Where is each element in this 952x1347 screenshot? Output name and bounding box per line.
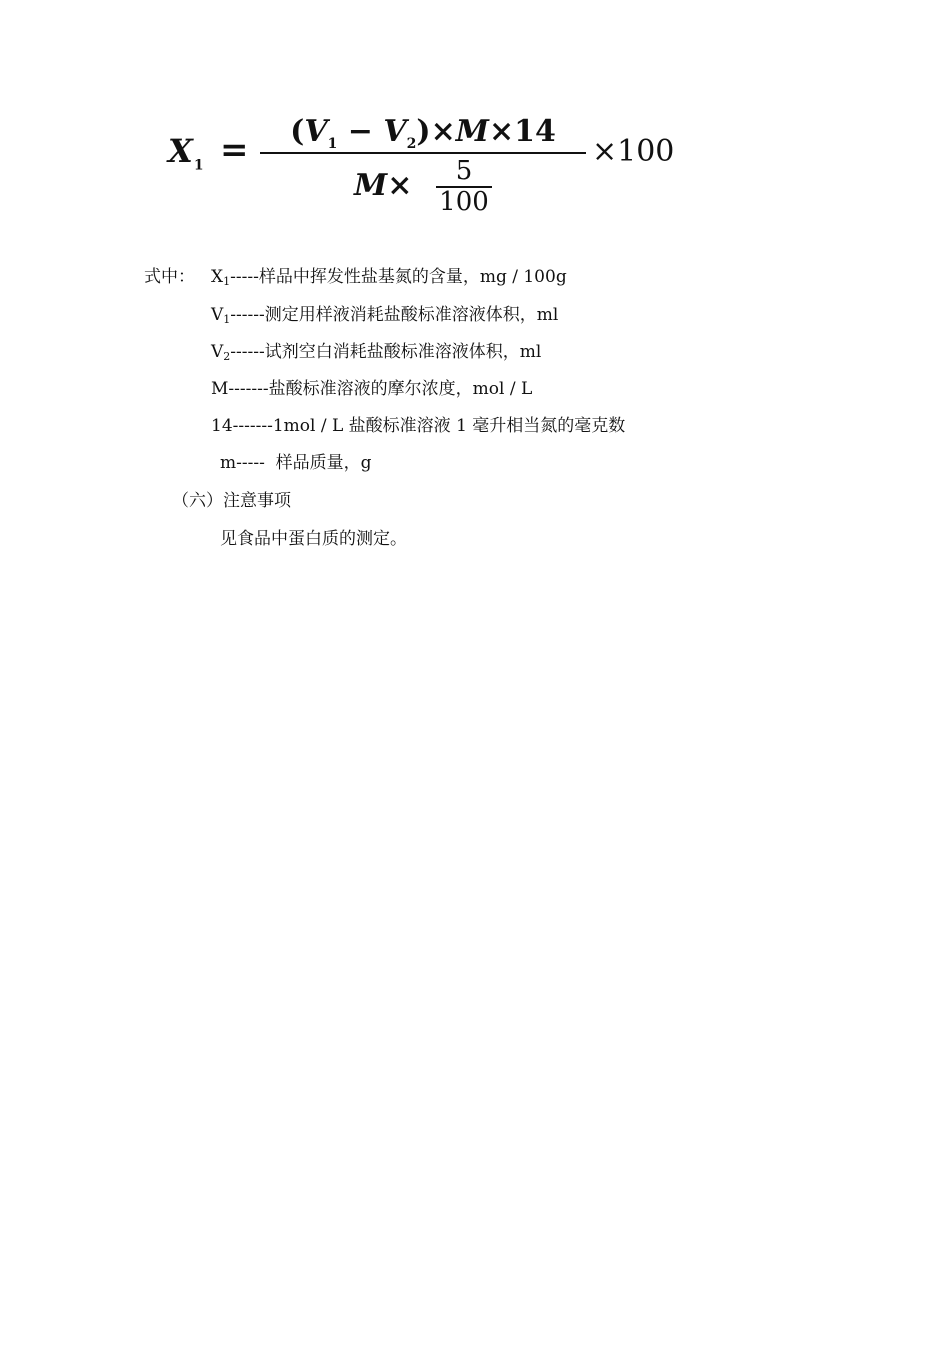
def-sub: 2 <box>223 350 231 363</box>
def-text: -------1mol / L 盐酸标准溶液 1 毫升相当氮的毫克数 <box>232 416 626 436</box>
def-text: ------测定用样液消耗盐酸标准溶液体积，ml <box>230 305 559 325</box>
formula <box>168 112 708 222</box>
def-text: -------盐酸标准溶液的摩尔浓度，mol / L <box>228 379 533 399</box>
denominator-fraction <box>434 156 494 216</box>
formula-denominator <box>354 168 412 203</box>
definition-item-m-molar <box>211 378 532 400</box>
num-open: ( <box>290 114 305 149</box>
formula-numerator <box>260 114 586 152</box>
def-sub: 1 <box>223 275 231 288</box>
formula-equals: = <box>220 130 249 170</box>
def-text: ------试剂空白消耗盐酸标准溶液体积，ml <box>230 342 542 362</box>
def-var: V <box>211 305 224 325</box>
def-sub: 1 <box>223 313 231 326</box>
def-var: M <box>211 379 229 399</box>
section-heading: （六）注意事项 <box>172 491 291 511</box>
formula-lhs-sub: 1 <box>193 157 205 174</box>
num-times-1: × <box>430 114 456 149</box>
num-v1-sub: 1 <box>327 136 338 152</box>
den-frac-numerator: 5 <box>455 156 473 186</box>
num-minus: − <box>347 114 373 149</box>
formula-tail: ×100 <box>592 134 675 169</box>
num-m: M <box>455 114 489 149</box>
definition-item-v2 <box>211 341 541 368</box>
num-times-2: × <box>488 114 515 149</box>
definition-item-v1 <box>211 304 558 331</box>
num-close: ) <box>416 114 431 149</box>
num-14: 14 <box>514 114 556 149</box>
den-frac-denominator: 100 <box>439 187 489 217</box>
definition-item-14 <box>211 415 625 437</box>
formula-lhs <box>168 132 205 173</box>
num-v1: V <box>304 114 328 149</box>
section-body: 见食品中蛋白质的测定。 <box>220 529 407 549</box>
den-times: × <box>387 168 413 203</box>
formula-lhs-var: X <box>168 132 194 170</box>
def-text: ----- 样品质量，g <box>236 453 372 473</box>
fraction-bar <box>260 152 586 154</box>
num-v2: V <box>383 114 407 149</box>
formula-main-fraction <box>260 112 586 220</box>
num-v2-sub: 2 <box>406 136 417 152</box>
den-m: M <box>354 168 388 203</box>
def-var: X <box>211 267 224 287</box>
definition-item-x1 <box>211 266 567 293</box>
def-var: m <box>220 453 237 473</box>
def-text: -----样品中挥发性盐基氮的含量，mg / 100g <box>230 267 567 287</box>
definition-item-mass <box>220 452 372 474</box>
def-var: 14 <box>211 416 233 436</box>
def-var: V <box>211 342 224 362</box>
definitions-lead: 式中： <box>144 267 195 287</box>
